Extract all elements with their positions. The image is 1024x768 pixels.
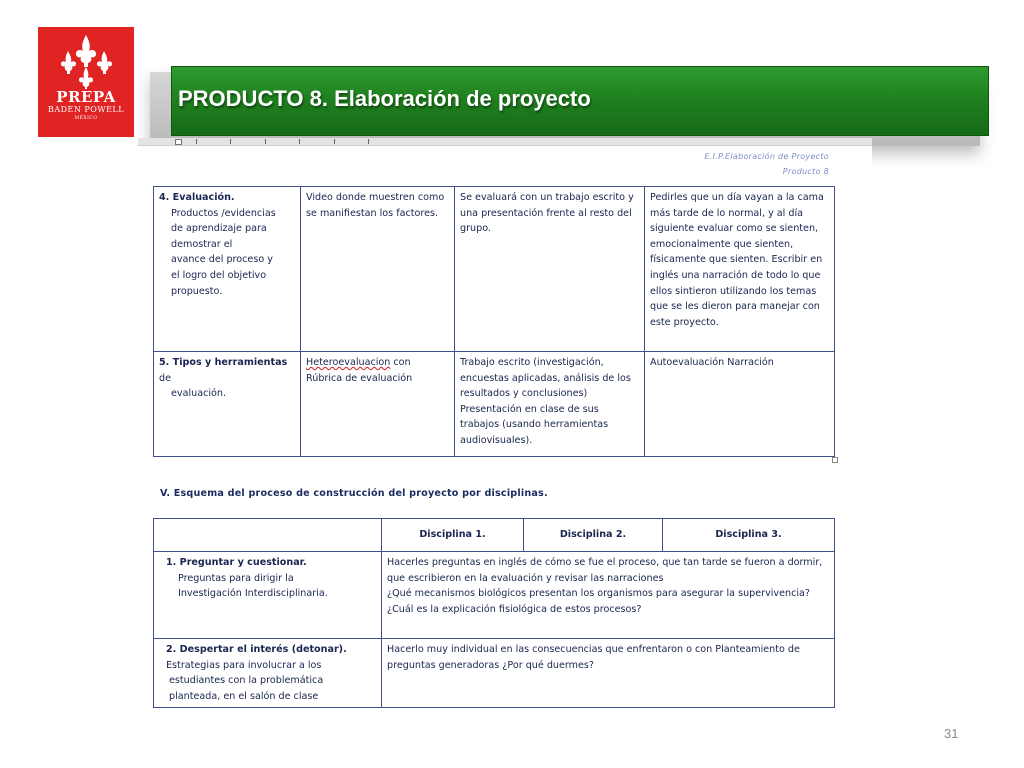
row-subtext: Preguntas para dirigir la [178, 572, 294, 584]
logo-line-1: PREPA [56, 88, 116, 106]
ruler-tick [230, 139, 231, 144]
row-subtext: Productos /evidencias [171, 207, 276, 219]
row-subtext: Estrategias para involucrar a los [166, 659, 322, 671]
doc-header-line-1: E.I.P.Elaboración de Proyecto [704, 152, 829, 161]
row-subtext: Investigación Interdisciplinaria. [178, 588, 328, 600]
doc-header-line-2: Producto 8 [782, 167, 829, 176]
cell-text: ¿Cuál es la explicación fisiológica de estos procesos? [387, 603, 642, 615]
table-header-row [154, 519, 835, 552]
prepa-baden-powell-logo [38, 27, 134, 137]
table-row [154, 639, 835, 708]
row-heading: 5. Tipos y herramientas [159, 357, 288, 368]
table-cell: Pedirles que un día vayan a la cama más tarde de lo normal, y al día siguiente evaluar como se sienten, emocionalmente que sienten, físicamente que sienten. Escribir en inglés una narración de todo lo que ellos sintieron utilizando los temas que se les dieron para manejar con este proyecto. [645, 187, 835, 352]
header-cell [154, 519, 382, 552]
row-heading: 1. Preguntar y cuestionar. [166, 557, 307, 568]
evaluation-table [153, 186, 835, 457]
fleur-de-lis-icon [56, 33, 116, 89]
row-subtext: evaluación. [171, 388, 227, 400]
table-cell [382, 639, 835, 708]
table-row [154, 187, 835, 352]
table-cell [154, 187, 301, 352]
table-cell: Autoevaluación Narración [645, 352, 835, 457]
table-cell [382, 552, 835, 639]
slide-title: PRODUCTO 8. Elaboración de proyecto [178, 86, 591, 111]
logo-line-2: BADEN POWELL [47, 105, 125, 114]
ruler-tick [265, 139, 266, 144]
row-subtext: el logro del objetivo [171, 269, 267, 281]
row-subtext: estudiantes con la problemática [169, 675, 324, 687]
header-cell: Disciplina 1. [382, 519, 524, 552]
row-heading: 4. Evaluación. [159, 192, 235, 203]
misspelled-word: Heteroevaluacion [306, 357, 391, 368]
table-cell: Se evaluará con un trabajo escrito y una presentación frente al resto del grupo. [455, 187, 645, 352]
table-cell: Video donde muestren como se manifiestan los factores. [301, 187, 455, 352]
cell-text: ¿Qué mecanismos biológicos presentan los organismos para asegurar la supervivencia? [387, 588, 811, 600]
table-row [154, 552, 835, 639]
section-heading: V. Esquema del proceso de construcción del proyecto por disciplinas. [160, 488, 548, 499]
table-cell [154, 639, 382, 708]
row-subtext: planteada, en el salón de clase [169, 690, 319, 702]
cell-text: Hacerles preguntas en inglés de cómo se fue el proceso, que tan tarde se fueron a dormir, que escribieron en la evaluación y revisar las narraciones [387, 557, 823, 584]
ruler-marker [175, 139, 182, 145]
header-cell: Disciplina 3. [663, 519, 835, 552]
header-cell: Disciplina 2. [524, 519, 663, 552]
logo-line-3: MÉXICO [74, 116, 98, 121]
ruler-tick [334, 139, 335, 144]
ruler-tick [299, 139, 300, 144]
ruler-tick [368, 139, 369, 144]
table-cell [301, 352, 455, 457]
cell-text: Hacerlo muy individual en las consecuencias que enfrentaron o con Planteamiento de preguntas generadoras ¿Por qué duermes? [387, 644, 800, 671]
row-subtext: de aprendizaje para [171, 223, 267, 235]
table-row [154, 352, 835, 457]
cell-text: con Rúbrica de evaluación [306, 357, 413, 384]
title-banner [171, 66, 989, 136]
ruler-tick [196, 139, 197, 144]
ruler [138, 138, 872, 146]
row-subtext: de [159, 372, 171, 384]
table-resize-handle [832, 457, 838, 463]
table-cell [154, 552, 382, 639]
page-number: 31 [944, 726, 959, 741]
disciplines-table [153, 518, 835, 708]
row-subtext: demostrar el [171, 238, 233, 250]
table-cell: Trabajo escrito (investigación, encuestas aplicadas, análisis de los resultados y conclusiones) Presentación en clase de sus trabajos (usando herramientas audiovisuales). [455, 352, 645, 457]
table-cell [154, 352, 301, 457]
row-subtext: avance del proceso y [171, 254, 273, 266]
row-heading: 2. Despertar el interés (detonar). [166, 644, 347, 655]
row-subtext: propuesto. [171, 285, 223, 297]
